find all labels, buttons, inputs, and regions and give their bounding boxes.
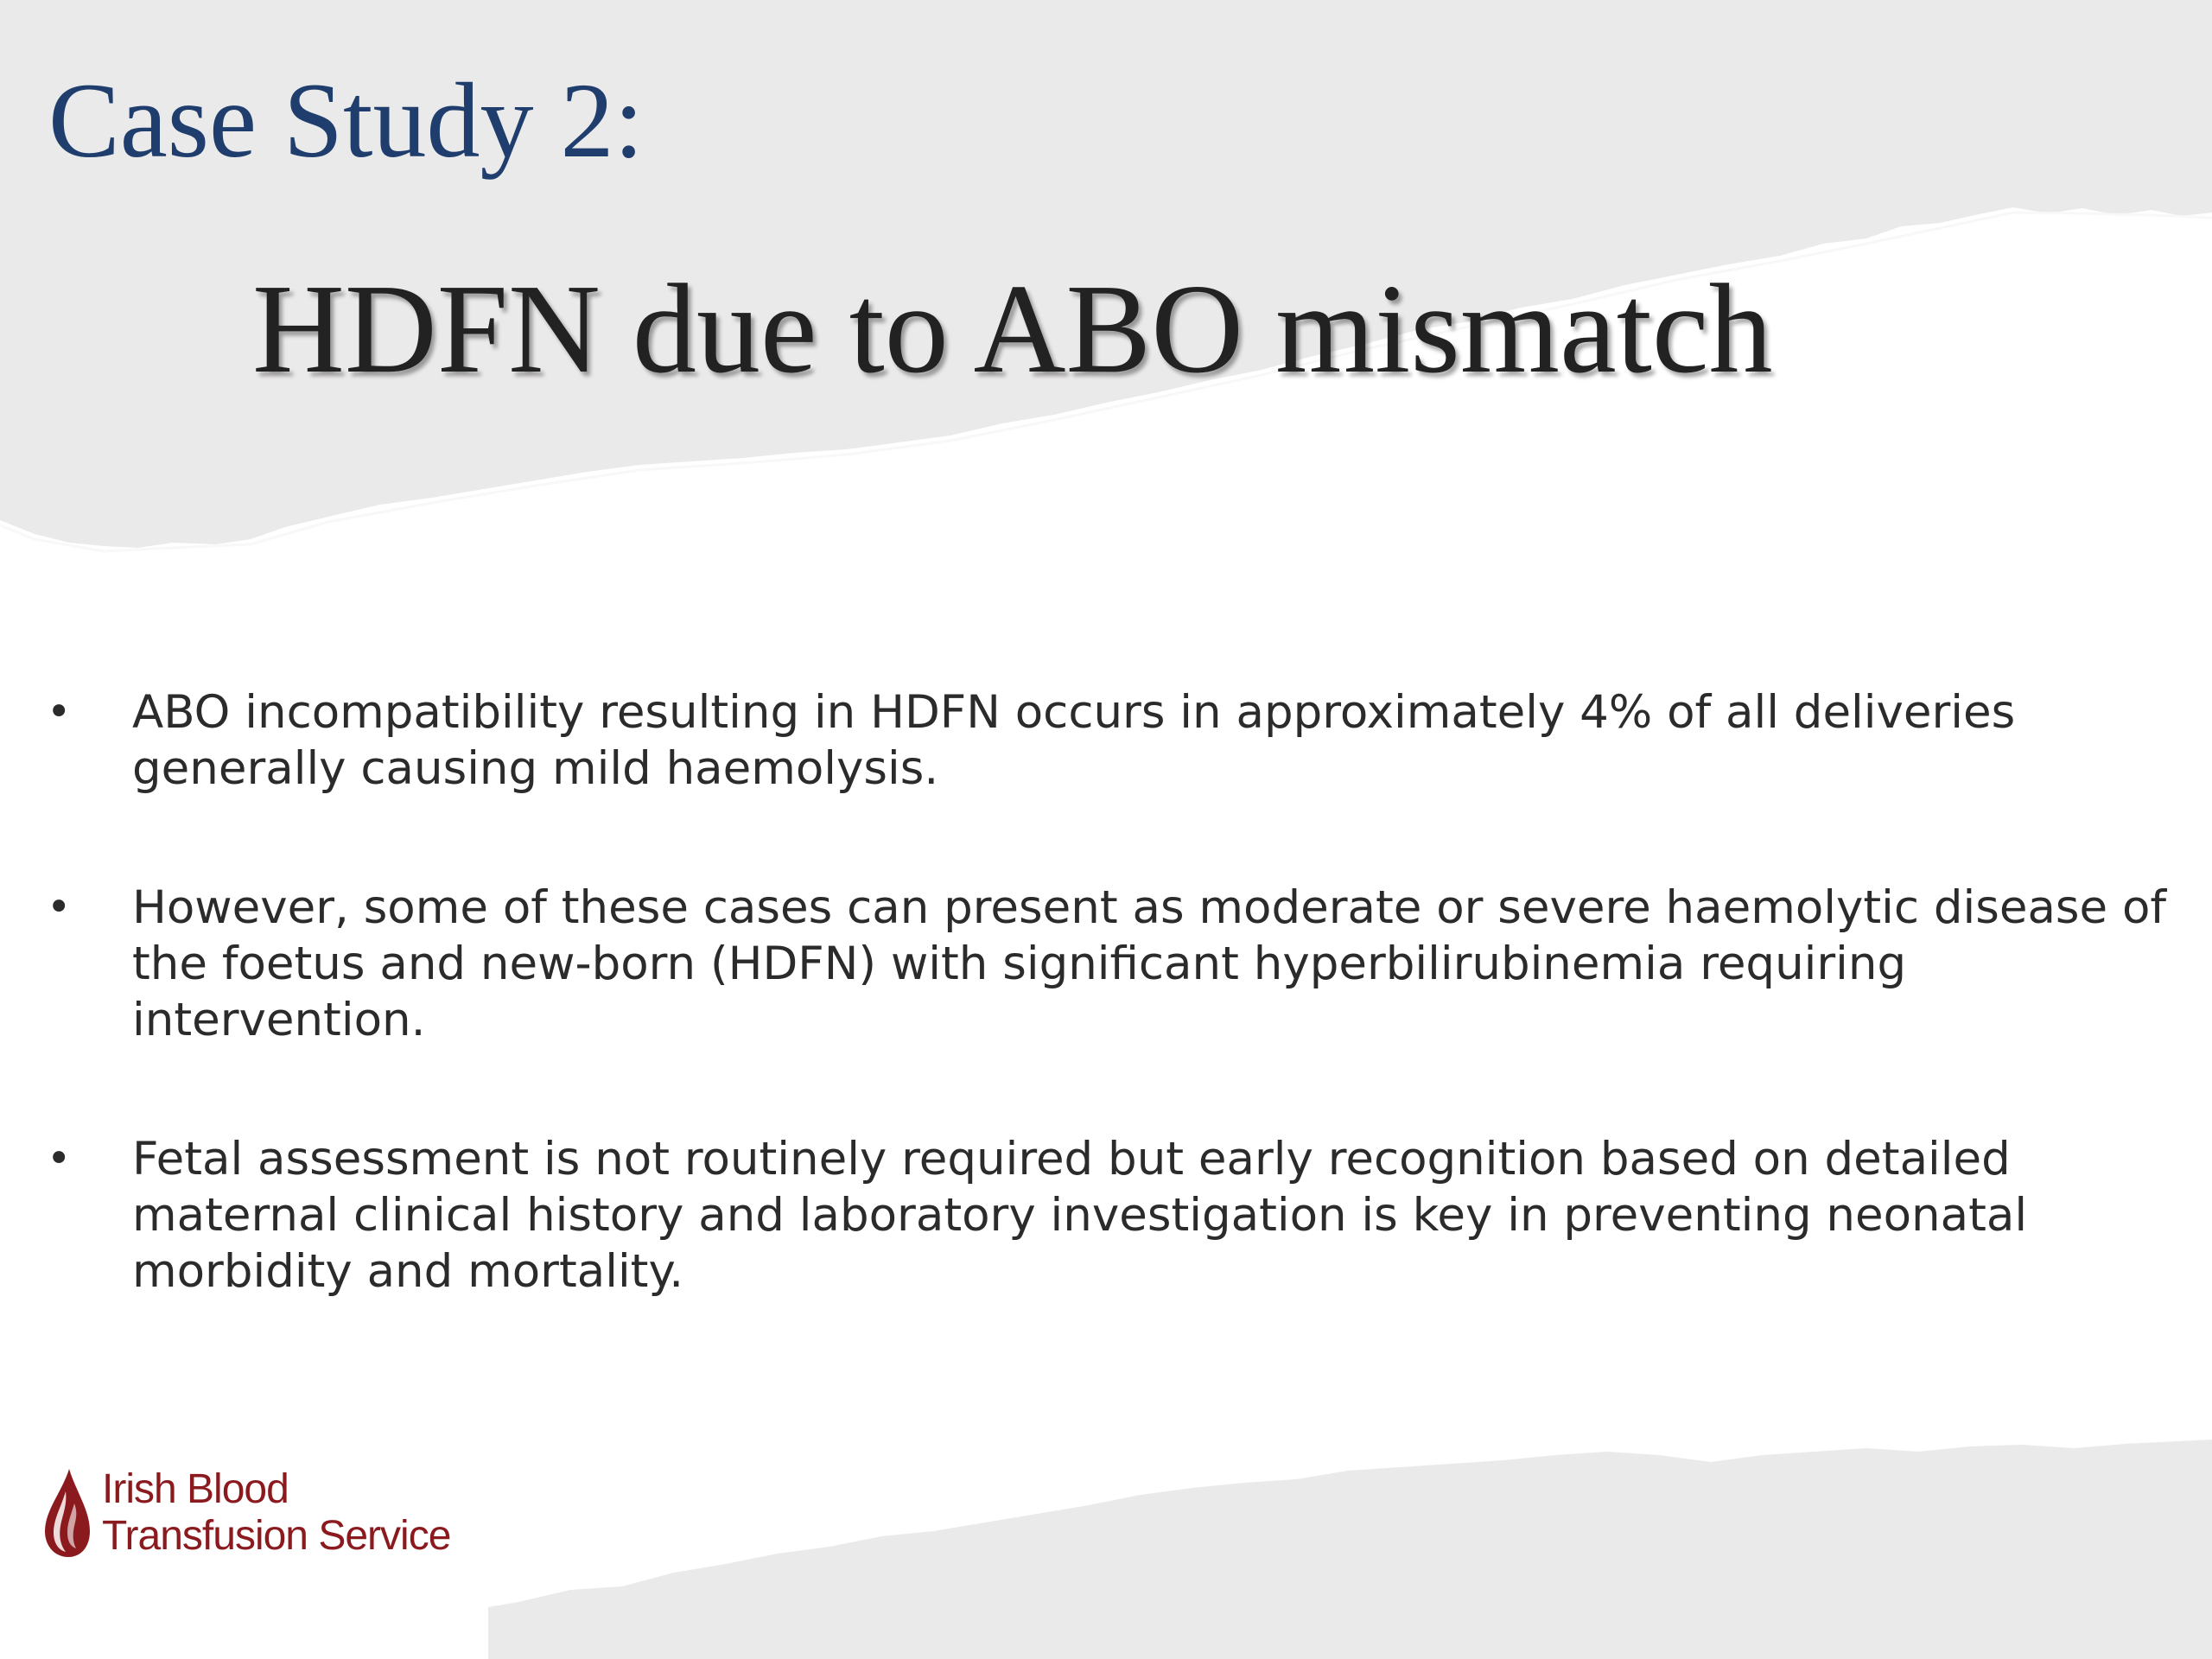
bullet-list bbox=[0, 684, 2212, 1382]
bullet-item bbox=[0, 880, 2212, 1048]
slide-title: HDFN due to ABO mismatch bbox=[252, 258, 1773, 400]
blood-drop-icon bbox=[40, 1465, 95, 1560]
bullet-marker: • bbox=[47, 1135, 72, 1183]
logo-line-1: Irish Blood bbox=[102, 1466, 289, 1512]
bullet-marker: • bbox=[47, 883, 72, 931]
bullet-text: Fetal assessment is not routinely required but early recognition based on detailed maternal clinical history and laboratory investigation is key in preventing neonatal morbidity and mortality. bbox=[132, 1133, 2028, 1298]
slide-kicker: Case Study 2: bbox=[48, 61, 644, 180]
bullet-marker: • bbox=[47, 688, 72, 736]
bullet-text: ABO incompatibility resulting in HDFN occurs in approximately 4% of all deliveries generally causing mild haemolysis. bbox=[132, 686, 2016, 795]
torn-paper-bottom bbox=[488, 1440, 2212, 1659]
logo-line-2: Transfusion Service bbox=[102, 1513, 451, 1559]
ibts-logo bbox=[40, 1465, 450, 1560]
logo-text bbox=[102, 1466, 450, 1560]
bullet-item bbox=[0, 1131, 2212, 1300]
bullet-item bbox=[0, 684, 2212, 797]
bullet-text: However, some of these cases can present as moderate or severe haemolytic disease of the foetus and new-born (HDFN) with significant hyperbilirubinemia requiring intervention. bbox=[132, 881, 2167, 1046]
